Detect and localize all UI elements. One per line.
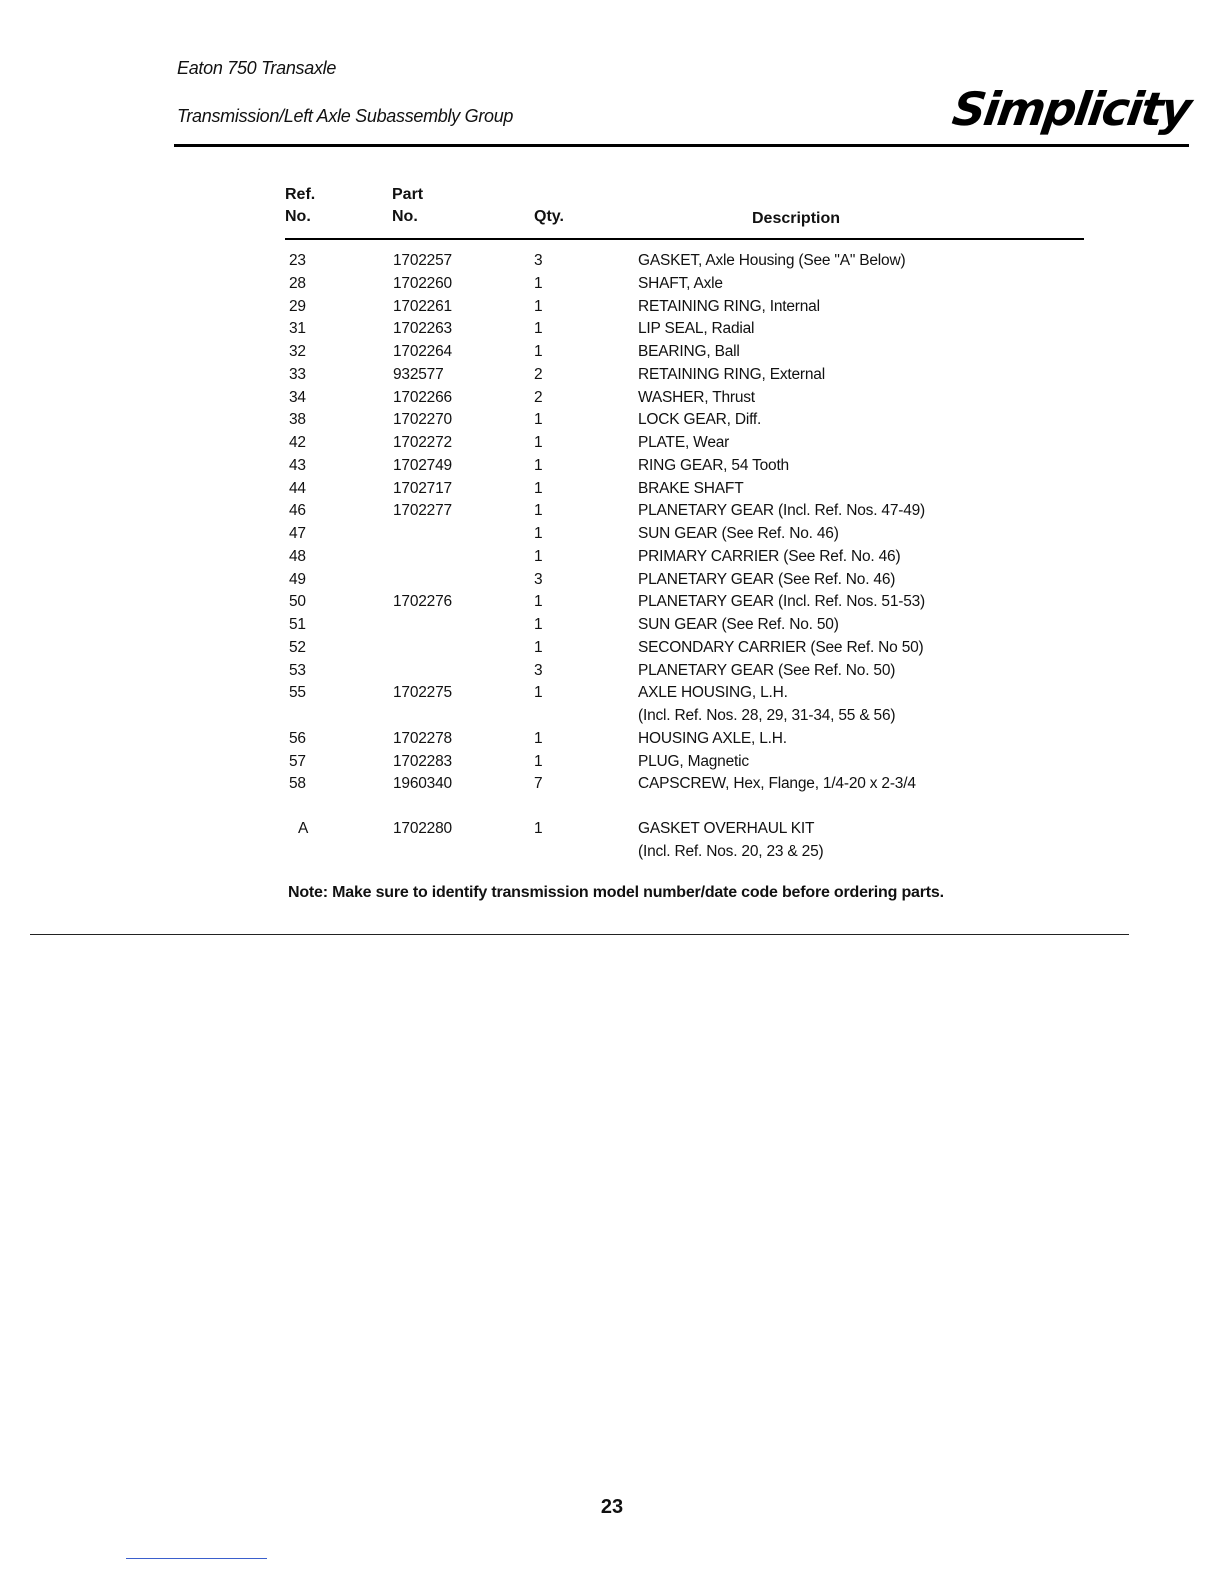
cell-ref-no: 38 bbox=[289, 411, 306, 429]
table-row bbox=[0, 387, 1224, 410]
cell-qty: 1 bbox=[534, 434, 543, 451]
table-row bbox=[0, 818, 1224, 841]
cell-part-no: 1702261 bbox=[393, 297, 452, 315]
table-row bbox=[0, 546, 1224, 569]
table-row bbox=[0, 318, 1224, 341]
column-header-description: Description bbox=[752, 210, 841, 227]
cell-description: CAPSCREW, Hex, Flange, 1/4-20 x 2-3/4 bbox=[638, 775, 916, 793]
cell-ref-no: 23 bbox=[289, 252, 306, 269]
cell-description: RETAINING RING, External bbox=[638, 365, 825, 383]
cell-ref-no: 48 bbox=[289, 547, 306, 565]
cell-qty: 1 bbox=[534, 638, 543, 656]
cell-ref-no: 57 bbox=[289, 752, 306, 770]
cell-description: BEARING, Ball bbox=[638, 343, 740, 360]
cell-description: HOUSING AXLE, L.H. bbox=[638, 729, 787, 747]
cell-ref-no: 56 bbox=[289, 729, 306, 747]
cell-ref-no: 34 bbox=[289, 388, 306, 406]
cell-description: GASKET OVERHAUL KIT bbox=[638, 820, 815, 837]
cell-ref-no: 44 bbox=[289, 479, 306, 497]
cell-qty: 7 bbox=[534, 775, 543, 793]
cell-description: PLUG, Magnetic bbox=[638, 752, 749, 770]
table-row bbox=[0, 273, 1224, 296]
header-divider bbox=[174, 144, 1189, 147]
cell-part-no: 1702717 bbox=[393, 479, 452, 497]
cell-part-no: 1702283 bbox=[393, 752, 452, 770]
table-row bbox=[0, 660, 1224, 683]
cell-description: AXLE HOUSING, L.H. bbox=[638, 684, 788, 702]
table-row bbox=[0, 432, 1224, 455]
manual-title: Eaton 750 Transaxle bbox=[177, 58, 337, 78]
cell-part-no: 1702264 bbox=[393, 343, 452, 360]
cell-description: PLANETARY GEAR (Incl. Ref. Nos. 47-49) bbox=[638, 502, 926, 520]
table-row bbox=[0, 341, 1224, 364]
cell-part-no: 1702272 bbox=[393, 434, 452, 451]
cell-qty: 3 bbox=[534, 252, 543, 269]
cell-ref-no: 46 bbox=[289, 502, 306, 520]
cell-description: RING GEAR, 54 Tooth bbox=[638, 456, 789, 474]
cell-description: (Incl. Ref. Nos. 20, 23 & 25) bbox=[638, 842, 824, 860]
cell-part-no: 1702277 bbox=[393, 502, 452, 520]
table-row bbox=[0, 841, 1224, 864]
table-header-divider bbox=[285, 238, 1084, 240]
cell-description: LOCK GEAR, Diff. bbox=[638, 411, 762, 429]
cell-ref-no: 29 bbox=[289, 297, 306, 315]
cell-ref-no: 42 bbox=[289, 434, 306, 451]
footer-divider bbox=[30, 934, 1129, 935]
cell-ref-no: 31 bbox=[289, 320, 306, 338]
cell-qty: 1 bbox=[534, 752, 543, 770]
cell-ref-no: A bbox=[298, 820, 309, 837]
table-row bbox=[0, 478, 1224, 501]
cell-description: PLANETARY GEAR (See Ref. No. 46) bbox=[638, 570, 896, 588]
cell-part-no: 1702275 bbox=[393, 684, 452, 702]
cell-part-no: 1702276 bbox=[393, 593, 452, 611]
table-row bbox=[0, 409, 1224, 432]
cell-qty: 1 bbox=[534, 411, 543, 429]
cell-description: SUN GEAR (See Ref. No. 50) bbox=[638, 616, 839, 633]
cell-description: PRIMARY CARRIER (See Ref. No. 46) bbox=[638, 547, 901, 565]
table-row bbox=[0, 614, 1224, 637]
table-row bbox=[0, 250, 1224, 273]
cell-ref-no: 53 bbox=[289, 661, 306, 679]
cell-ref-no: 33 bbox=[289, 365, 306, 383]
column-header-qty: Qty. bbox=[534, 208, 564, 225]
table-row bbox=[0, 728, 1224, 751]
cell-description: SECONDARY CARRIER (See Ref. No 50) bbox=[638, 638, 924, 656]
cell-qty: 1 bbox=[534, 525, 543, 542]
cell-ref-no: 52 bbox=[289, 638, 306, 656]
table-row bbox=[0, 773, 1224, 796]
cell-description: PLATE, Wear bbox=[638, 434, 730, 451]
table-row bbox=[0, 455, 1224, 478]
page-number: 23 bbox=[600, 1496, 624, 1518]
cell-part-no: 1702266 bbox=[393, 388, 452, 406]
column-header-ref: Ref. No. bbox=[285, 186, 316, 225]
cell-description: RETAINING RING, Internal bbox=[638, 297, 820, 315]
cell-qty: 1 bbox=[534, 729, 543, 747]
table-row bbox=[0, 500, 1224, 523]
table-row bbox=[0, 705, 1224, 728]
cell-description: LIP SEAL, Radial bbox=[638, 320, 755, 338]
cell-qty: 1 bbox=[534, 320, 543, 338]
cell-ref-no: 43 bbox=[289, 456, 306, 474]
cell-part-no: 1702270 bbox=[393, 411, 452, 429]
cell-ref-no: 49 bbox=[289, 570, 306, 588]
brand-logo: Simplicity bbox=[948, 82, 1193, 136]
cell-qty: 1 bbox=[534, 616, 543, 633]
cell-ref-no: 50 bbox=[289, 593, 306, 611]
table-row bbox=[0, 637, 1224, 660]
cell-description: PLANETARY GEAR (See Ref. No. 50) bbox=[638, 661, 896, 679]
cell-part-no: 1702278 bbox=[393, 729, 452, 747]
cell-qty: 1 bbox=[534, 502, 543, 520]
cell-ref-no: 28 bbox=[289, 274, 306, 292]
cell-description: WASHER, Thrust bbox=[638, 388, 755, 406]
cell-part-no: 1960340 bbox=[393, 775, 452, 793]
cell-ref-no: 58 bbox=[289, 775, 306, 793]
cell-qty: 2 bbox=[534, 388, 543, 406]
ordering-note: Note: Make sure to identify transmission model number/date code before ordering parts. bbox=[288, 884, 944, 901]
cell-qty: 2 bbox=[534, 365, 543, 383]
cell-qty: 1 bbox=[534, 820, 543, 837]
footer-link-underline bbox=[126, 1558, 267, 1559]
table-row bbox=[0, 682, 1224, 705]
section-title: Transmission/Left Axle Subassembly Group bbox=[177, 106, 514, 126]
cell-qty: 1 bbox=[534, 456, 543, 474]
cell-qty: 1 bbox=[534, 547, 543, 565]
cell-description: (Incl. Ref. Nos. 28, 29, 31-34, 55 & 56) bbox=[638, 707, 896, 724]
cell-qty: 1 bbox=[534, 274, 543, 292]
cell-part-no: 1702280 bbox=[393, 820, 452, 837]
cell-description: SUN GEAR (See Ref. No. 46) bbox=[638, 525, 839, 542]
cell-description: SHAFT, Axle bbox=[638, 274, 723, 292]
cell-qty: 3 bbox=[534, 661, 543, 679]
cell-ref-no: 51 bbox=[289, 616, 306, 633]
table-row bbox=[0, 296, 1224, 319]
table-row bbox=[0, 569, 1224, 592]
cell-ref-no: 55 bbox=[289, 684, 306, 702]
table-row bbox=[0, 591, 1224, 614]
cell-part-no: 1702260 bbox=[393, 274, 452, 292]
cell-qty: 1 bbox=[534, 593, 543, 611]
cell-qty: 1 bbox=[534, 479, 543, 497]
cell-qty: 1 bbox=[534, 297, 543, 315]
cell-part-no: 1702257 bbox=[393, 252, 452, 269]
cell-qty: 1 bbox=[534, 684, 543, 702]
cell-description: PLANETARY GEAR (Incl. Ref. Nos. 51-53) bbox=[638, 593, 926, 611]
column-header-part: Part No. bbox=[392, 186, 424, 225]
cell-part-no: 932577 bbox=[393, 365, 444, 383]
cell-part-no: 1702749 bbox=[393, 456, 452, 474]
cell-description: BRAKE SHAFT bbox=[638, 479, 744, 497]
table-row bbox=[0, 364, 1224, 387]
cell-ref-no: 32 bbox=[289, 343, 306, 360]
parts-table bbox=[0, 250, 1224, 864]
cell-qty: 3 bbox=[534, 570, 543, 588]
table-row bbox=[0, 523, 1224, 546]
cell-description: GASKET, Axle Housing (See "A" Below) bbox=[638, 252, 906, 269]
cell-ref-no: 47 bbox=[289, 525, 306, 542]
cell-qty: 1 bbox=[534, 343, 543, 360]
table-row bbox=[0, 751, 1224, 774]
cell-part-no: 1702263 bbox=[393, 320, 452, 338]
